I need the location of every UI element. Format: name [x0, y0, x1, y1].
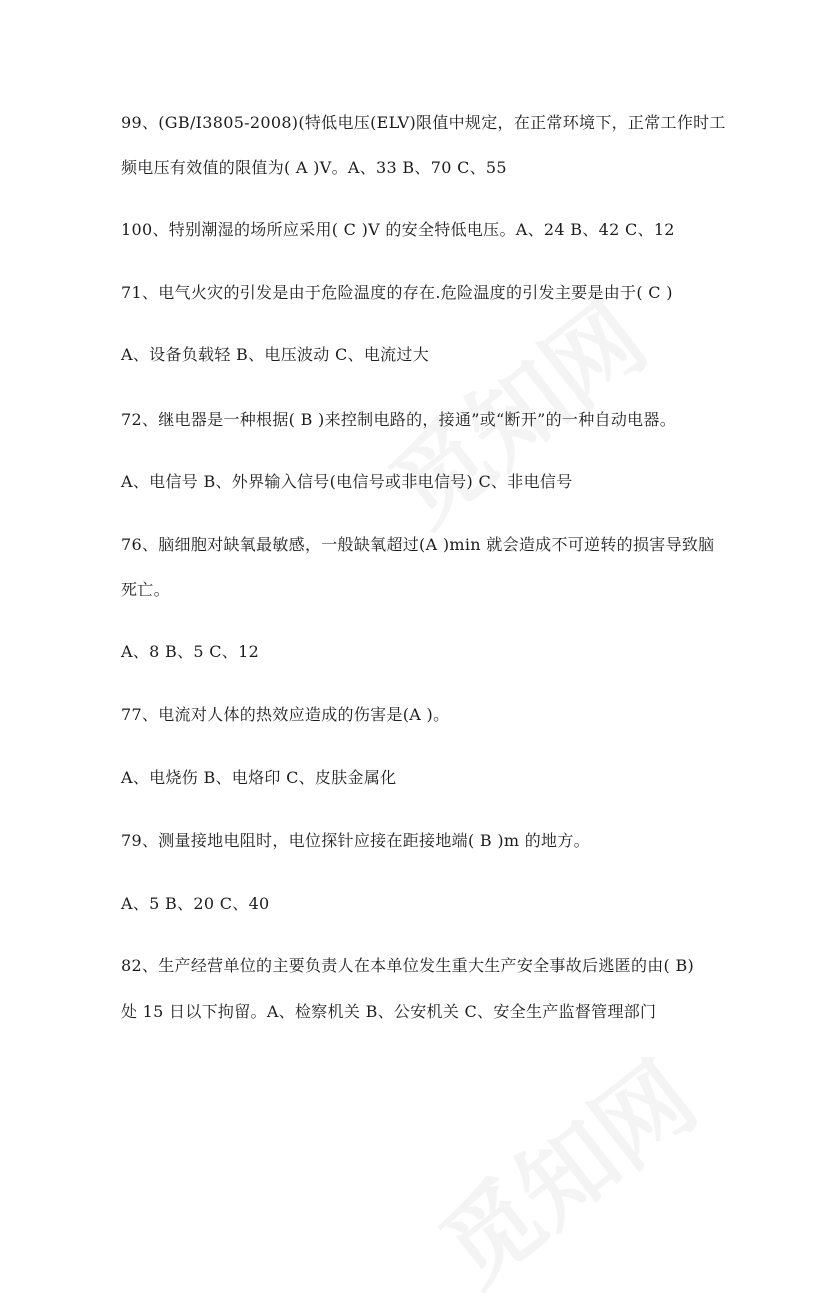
question-99-line-2: 频电压有效值的限值为( A )V。A、33 B、70 C、55 [121, 158, 507, 177]
question-72-options: A、电信号 B、外界输入信号(电信号或非电信号) C、非电信号 [121, 472, 573, 491]
question-77-options: A、电烧伤 B、电烙印 C、皮肤金属化 [121, 768, 397, 787]
question-77: 77、电流对人体的热效应造成的伤害是(A )。 [121, 705, 450, 724]
question-82-line-2: 处 15 日以下拘留。A、检察机关 B、公安机关 C、安全生产监督管理部门 [121, 1002, 657, 1021]
question-71-options: A、设备负载轻 B、电压波动 C、电流过大 [121, 345, 430, 364]
question-76-options: A、8 B、5 C、12 [121, 642, 260, 661]
question-100: 100、特别潮湿的场所应采用( C )V 的安全特低电压。A、24 B、42 C、12 [121, 220, 675, 239]
watermark [358, 266, 669, 551]
question-79-options: A、5 B、20 C、40 [121, 894, 270, 913]
question-99-line-1: 99、(GB/I3805-2008)(特低电压(ELV)限值中规定，在正常环境下，正常工作时工 [121, 113, 726, 132]
question-71: 71、电气火灾的引发是由于危险温度的存在.危险温度的引发主要是由于( C ) [121, 283, 673, 302]
question-82-line-1: 82、生产经营单位的主要负责人在本单位发生重大生产安全事故后逃匿的由( B) [121, 956, 695, 975]
question-76-line-2: 死亡。 [121, 580, 170, 599]
question-79: 79、测量接地电阻时，电位探针应接在距接地端( B )m 的地方。 [121, 831, 590, 850]
question-72: 72、继电器是一种根据( B )来控制电路的，接通”或“断开”的一种自动电器。 [121, 410, 677, 429]
watermark-bottom [408, 1026, 719, 1311]
question-76-line-1: 76、脑细胞对缺氧最敏感，一般缺氧超过(A )min 就会造成不可逆转的损害导致脑 [121, 535, 715, 554]
